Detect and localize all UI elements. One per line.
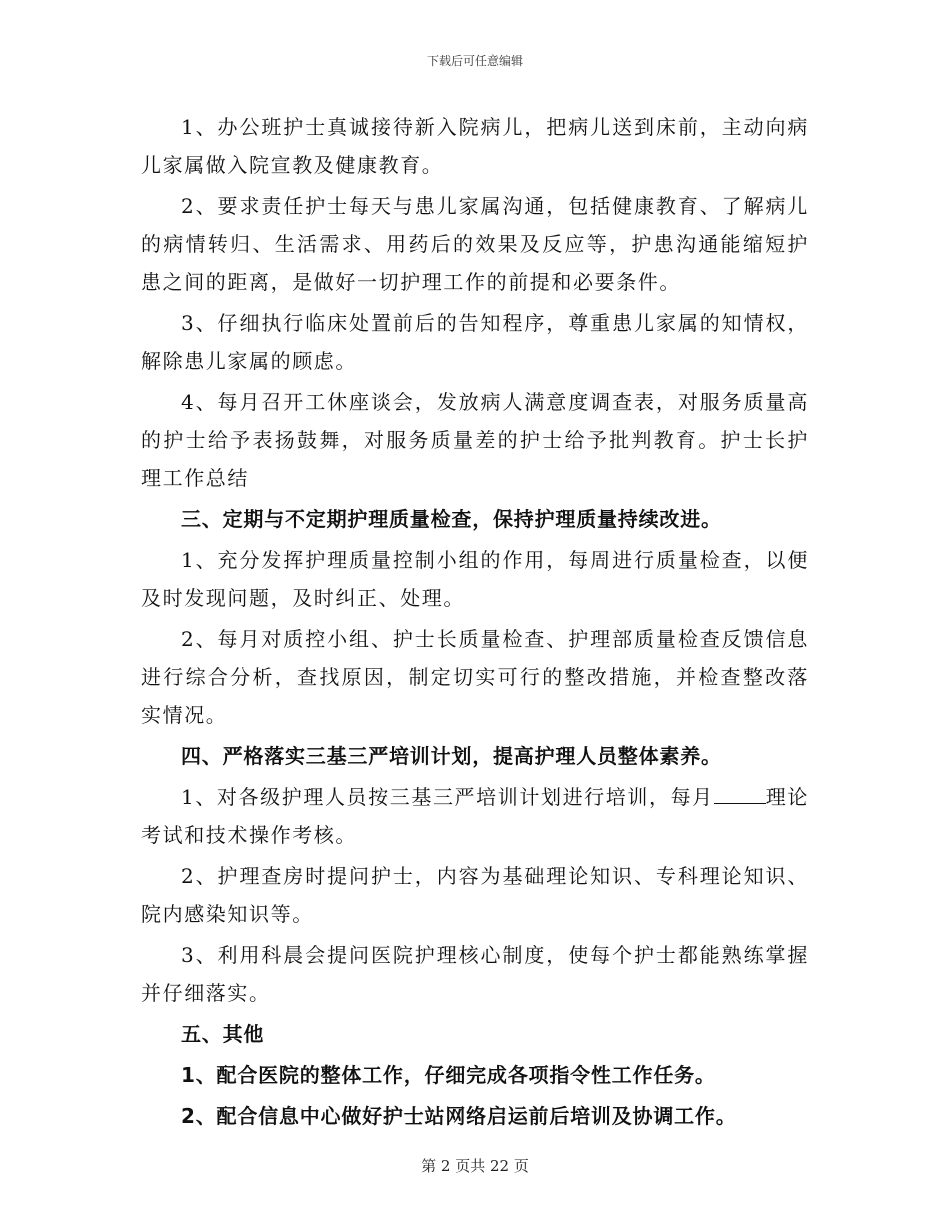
paragraph-7-part-2: 理论考试和技术操作考核。 bbox=[141, 785, 810, 847]
paragraph-2: 2、要求责任护士每天与患儿家属沟通，包括健康教育、了解病儿的病情转归、生活需求、用药后的效果及反应等，护患沟通能缩短护患之间的距离，是做好一切护理工作的前提和必要条件。 bbox=[141, 194, 809, 294]
page-header: 下载后可任意编辑 bbox=[426, 54, 523, 68]
paragraph-5: 1、充分发挥护理质量控制小组的作用，每周进行质量检查，以便及时发现问题，及时纠正、处理。 bbox=[141, 548, 809, 610]
paragraph-7 bbox=[141, 778, 809, 854]
section-heading-3: 三、定期与不定期护理质量检查，保持护理质量持续改进。 bbox=[181, 507, 722, 531]
paragraph-8: 2、护理查房时提问护士，内容为基础理论知识、专科理论知识、院内感染知识等。 bbox=[141, 864, 809, 926]
paragraph-6: 2、每月对质控小组、护士长质量检查、护理部质量检查反馈信息进行综合分析，查找原因，制定切实可行的整改措施，并检查整改落实情况。 bbox=[141, 627, 809, 727]
fill-in-blank bbox=[714, 785, 766, 804]
paragraph-11: 2、配合信息中心做好护士站网络启运前后培训及协调工作。 bbox=[181, 1104, 737, 1128]
paragraph-4: 4、每月召开工休座谈会，发放病人满意度调查表，对服务质量高的护士给予表扬鼓舞，对服务质量差的护士给予批判教育。护士长护理工作总结 bbox=[141, 390, 809, 490]
document-body bbox=[141, 108, 809, 1138]
page-footer: 第 2 页共 22 页 bbox=[421, 1157, 529, 1175]
section-heading-4: 四、严格落实三基三严培训计划，提高护理人员整体素养。 bbox=[181, 744, 722, 768]
section-heading-5: 五、其他 bbox=[181, 1022, 265, 1046]
paragraph-9: 3、利用科晨会提问医院护理核心制度，使每个护士都能熟练掌握并仔细落实。 bbox=[141, 943, 809, 1005]
paragraph-10: 1、配合医院的整体工作，仔细完成各项指令性工作任务。 bbox=[181, 1063, 716, 1087]
paragraph-3: 3、仔细执行临床处置前后的告知程序，尊重患儿家属的知情权，解除患儿家属的顾虑。 bbox=[141, 311, 809, 373]
paragraph-7-part-1: 1、对各级护理人员按三基三严培训计划进行培训，每月 bbox=[181, 785, 714, 809]
paragraph-1: 1、办公班护士真诚接待新入院病儿，把病儿送到床前，主动向病儿家属做入院宣教及健康教育。 bbox=[141, 115, 809, 177]
